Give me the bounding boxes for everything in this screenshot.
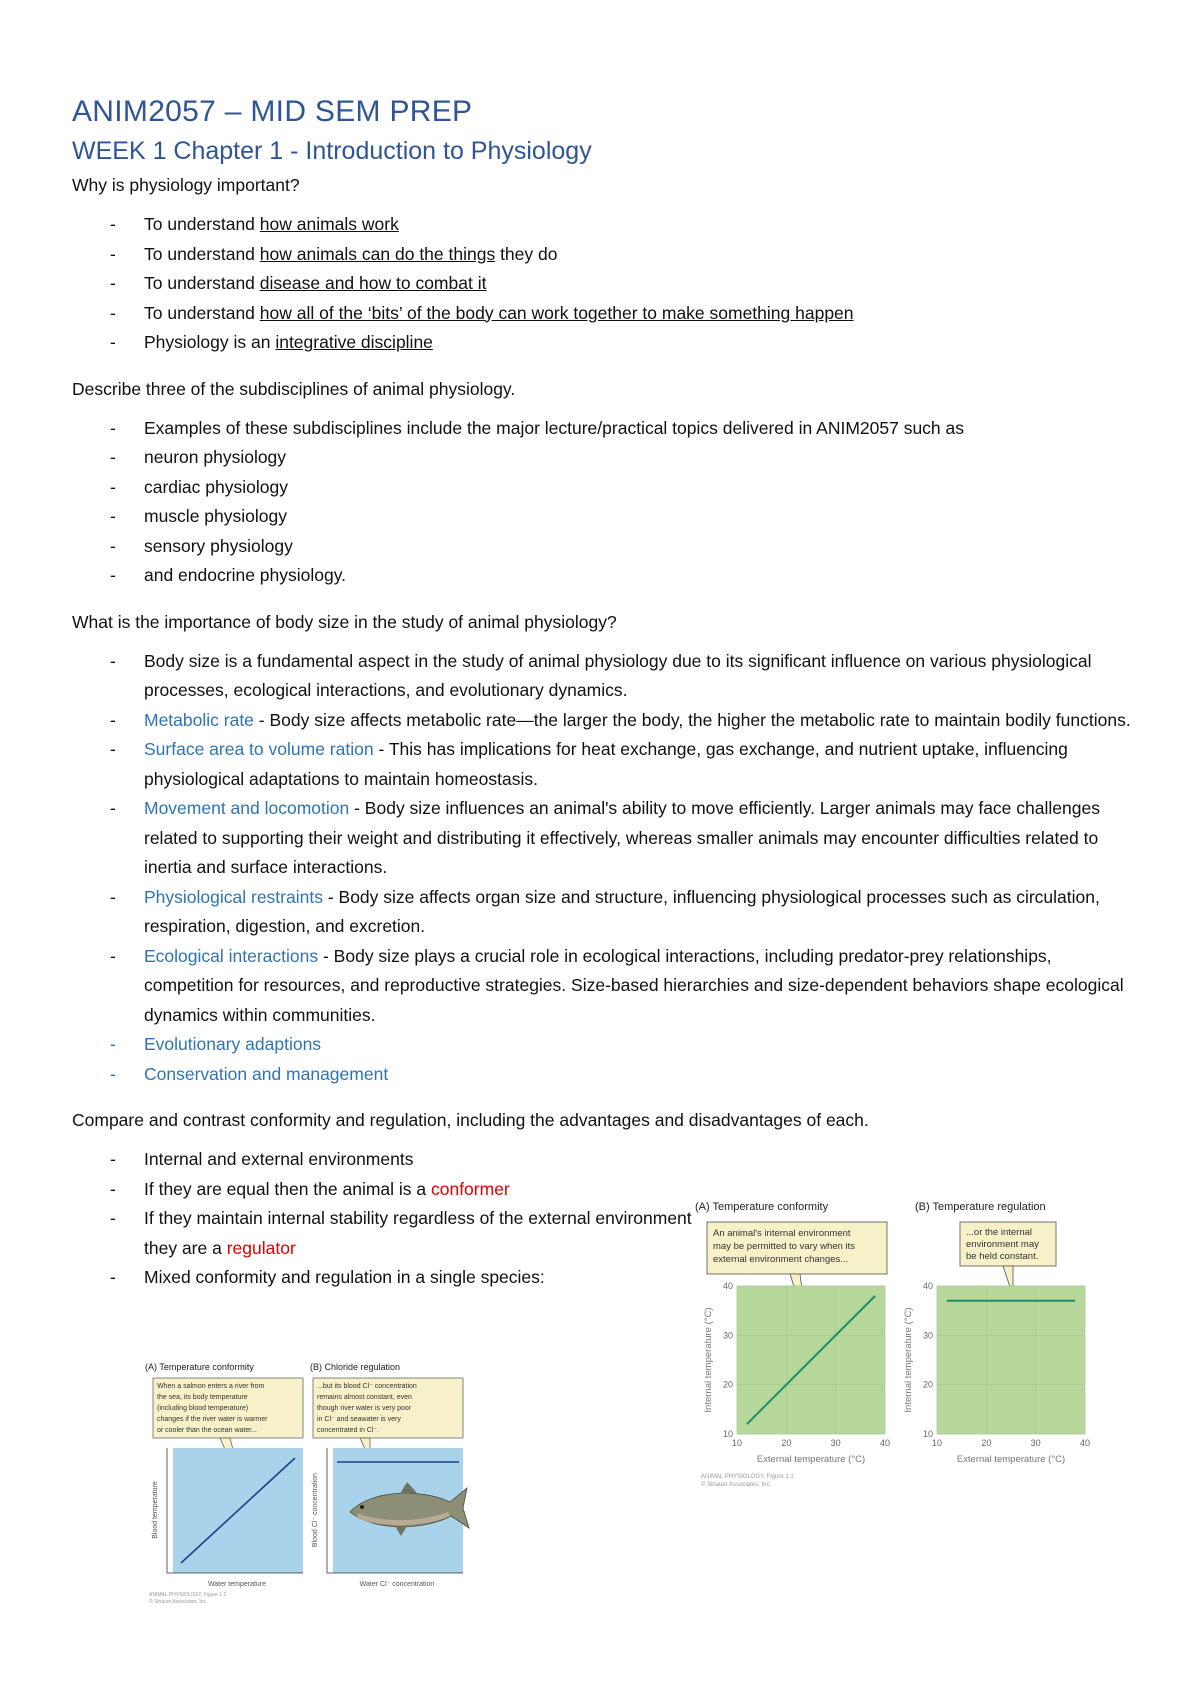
- term-surface-area: Surface area to volume ration: [144, 739, 374, 759]
- week-heading: WEEK 1 Chapter 1 - Introduction to Physiology: [72, 137, 592, 165]
- list-item: - Physiology is an integrative discipline: [72, 328, 1132, 358]
- list-item: - sensory physiology: [72, 532, 1132, 562]
- salmon-callout-a-line: the sea, its body temperature: [157, 1394, 248, 1401]
- term-regulator: regulator: [226, 1237, 296, 1258]
- question-subdisciplines: Describe three of the subdisciplines of animal physiology.: [72, 378, 516, 399]
- salmon-b-ylabel: Blood Cl⁻ concentration: [312, 1472, 319, 1548]
- term-conservation: Conservation and management: [144, 1063, 389, 1084]
- list-item: - Physiological restraints - Body size affects organ size and structure, influencing physiological processes such as circulation, respiration, digestion, and excretion.: [72, 883, 1132, 942]
- list-item: - Examples of these subdisciplines include the major lecture/practical topics delivered in ANIM2057 such as: [72, 414, 1132, 444]
- y-tick-label: 30: [922, 1330, 933, 1341]
- list-item: - Ecological interactions - Body size plays a crucial role in ecological interactions, including predator-prey relationships, competition for resources, and reproductive strategies. Size-based hierarchies and size-dependent behaviors shape ecological dynamics within communities.: [72, 942, 1132, 1031]
- list-item: - Internal and external environments: [72, 1145, 692, 1175]
- salmon-callout-b-line: remains almost constant, even: [317, 1394, 412, 1401]
- list-item: [72, 1030, 1132, 1060]
- salmon-callout-b-line: concentrated in Cl⁻.: [317, 1427, 380, 1434]
- panel-b-xlabel: External temperature (°C): [956, 1454, 1066, 1465]
- panel-b-title: (B) Temperature regulation: [915, 1201, 1046, 1213]
- term-ecological-interactions: Ecological interactions: [144, 945, 319, 966]
- question-conformity-regulation: Compare and contrast conformity and regulation, including the advantages and disadvantages of each.: [72, 1110, 869, 1130]
- salmon-callout-b-line: ...but its blood Cl⁻ concentration: [317, 1383, 417, 1390]
- x-tick-label: 20: [781, 1438, 792, 1448]
- term-evolutionary-adaptions: Evolutionary adaptions: [144, 1034, 322, 1054]
- salmon-a-ylabel: Blood temperature: [152, 1481, 159, 1539]
- x-tick-label: 20: [981, 1438, 992, 1448]
- x-tick-label: 40: [1079, 1438, 1091, 1448]
- salmon-figure-credit: ANIMAL PHYSIOLOGY, Figure 1.2: [149, 1592, 227, 1598]
- list-item: - Body size is a fundamental aspect in the study of animal physiology due to its significant influence on various physiological processes, ecological interactions, and evolutionary dynamics.: [72, 647, 1132, 706]
- callout-b-line: be held constant.: [966, 1251, 1039, 1262]
- list-body-size: [72, 647, 1132, 1090]
- salmon-callout-a-line: or cooler than the ocean water...: [157, 1427, 258, 1434]
- callout-a-line: external environment changes...: [713, 1254, 849, 1265]
- list-subdisciplines: [72, 414, 1132, 591]
- list-item: - Mixed conformity and regulation in a single species:: [72, 1263, 692, 1293]
- list-item: - To understand how all of the ‘bits’ of the body can work together to make something happen: [72, 299, 1132, 329]
- salmon-callout-a-line: When a salmon enters a river from: [157, 1383, 265, 1390]
- panel-a-ylabel: Internal temperature (°C): [703, 1307, 714, 1413]
- y-tick-label: 20: [722, 1379, 733, 1390]
- salmon-callout-a-line: (including blood temperature): [157, 1405, 249, 1412]
- list-item: - Metabolic rate - Body size affects metabolic rate—the larger the body, the higher the metabolic rate to maintain bodily functions.: [72, 706, 1132, 736]
- panel-b-plot: [903, 1281, 1090, 1465]
- panel-b-ylabel: Internal temperature (°C): [903, 1307, 914, 1413]
- figure-credit: ANIMAL PHYSIOLOGY, Figure 1.1: [701, 1474, 794, 1480]
- y-tick-label: 40: [922, 1281, 933, 1291]
- list-item: - To understand how animals work: [72, 210, 1132, 240]
- list-item: [72, 1060, 1132, 1090]
- figure-salmon-conformity: [145, 1360, 485, 1605]
- salmon-a-xlabel: Water temperature: [207, 1581, 267, 1588]
- y-tick-label: 20: [922, 1379, 933, 1390]
- x-tick-label: 10: [731, 1438, 743, 1448]
- panel-b-background: [937, 1286, 1085, 1434]
- list-why-physiology: [72, 210, 1132, 358]
- salmon-panel-b-title: (B) Chloride regulation: [310, 1362, 401, 1372]
- list-item: - If they maintain internal stability regardless of the external environment they are a regulator: [72, 1204, 692, 1263]
- list-item: - If they are equal then the animal is a conformer: [72, 1175, 692, 1205]
- term-physiological-restraints: Physiological restraints: [144, 886, 323, 907]
- term-metabolic-rate: Metabolic rate: [144, 709, 254, 730]
- callout-b-line: ...or the internal: [966, 1227, 1033, 1238]
- underlined-text: disease and how to combat it: [259, 273, 487, 293]
- document-body: [72, 92, 1132, 1311]
- underlined-text: integrative discipline: [275, 332, 433, 352]
- callout-a-line: may be permitted to vary when its: [713, 1241, 856, 1252]
- underlined-text: how animals can do the things: [259, 243, 496, 264]
- question-why-physiology: Why is physiology important?: [72, 175, 300, 195]
- list-conformity: [72, 1145, 692, 1293]
- document-title: ANIM2057 – MID SEM PREP: [72, 95, 473, 128]
- callout-a-line: An animal's internal environment: [713, 1228, 851, 1239]
- question-body-size: What is the importance of body size in the study of animal physiology?: [72, 611, 617, 632]
- x-tick-label: 10: [931, 1438, 943, 1448]
- x-tick-label: 40: [879, 1438, 891, 1448]
- list-item: - neuron physiology: [72, 443, 1132, 473]
- callout-b-line: environment may: [966, 1239, 1039, 1250]
- panel-a-xlabel: External temperature (°C): [756, 1454, 866, 1465]
- term-conformer: conformer: [430, 1178, 510, 1199]
- list-item: - cardiac physiology: [72, 473, 1132, 503]
- list-item: - To understand disease and how to combat it: [72, 269, 1132, 299]
- salmon-callout-b-line: in Cl⁻ and seawater is very: [317, 1416, 401, 1423]
- y-tick-label: 10: [922, 1429, 933, 1439]
- panel-a-title: (A) Temperature conformity: [695, 1201, 829, 1213]
- list-item: - Surface area to volume ration - This has implications for heat exchange, gas exchange, and nutrient uptake, influencing physiological adaptations to maintain homeostasis.: [72, 735, 1132, 794]
- term-movement: Movement and locomotion: [144, 798, 350, 818]
- figure-temperature-conformity-regulation: [695, 1198, 1115, 1498]
- list-item: - To understand how animals can do the things they do: [72, 240, 1132, 270]
- list-item: - Movement and locomotion - Body size influences an animal's ability to move efficiently. Larger animals may face challenges related to supporting their weight and distributing it effectively, whereas smaller animals may encounter difficulties related to inertia and surface interactions.: [72, 794, 1132, 883]
- y-tick-label: 10: [722, 1429, 733, 1439]
- figure-credit: © Sinauer Associates, Inc.: [701, 1482, 772, 1488]
- salmon-b-xlabel: Water Cl⁻ concentration: [359, 1581, 435, 1588]
- underlined-text: how animals work: [259, 214, 399, 234]
- underlined-text: how all of the ‘bits’ of the body can work together to make something happen: [259, 302, 854, 323]
- x-tick-label: 30: [1030, 1438, 1041, 1448]
- salmon-callout-b-line: though river water is very poor: [317, 1405, 412, 1412]
- panel-a-plot: [703, 1281, 890, 1465]
- x-tick-label: 30: [830, 1438, 841, 1448]
- salmon-figure-credit: © Sinauer Associates, Inc.: [149, 1599, 208, 1605]
- salmon-callout-a-line: changes if the river water is warmer: [157, 1416, 268, 1423]
- salmon-panel-a-title: (A) Temperature conformity: [145, 1362, 254, 1372]
- y-tick-label: 40: [722, 1281, 733, 1291]
- list-item: - muscle physiology: [72, 502, 1132, 532]
- y-tick-label: 30: [722, 1330, 733, 1341]
- list-item: - and endocrine physiology.: [72, 561, 1132, 591]
